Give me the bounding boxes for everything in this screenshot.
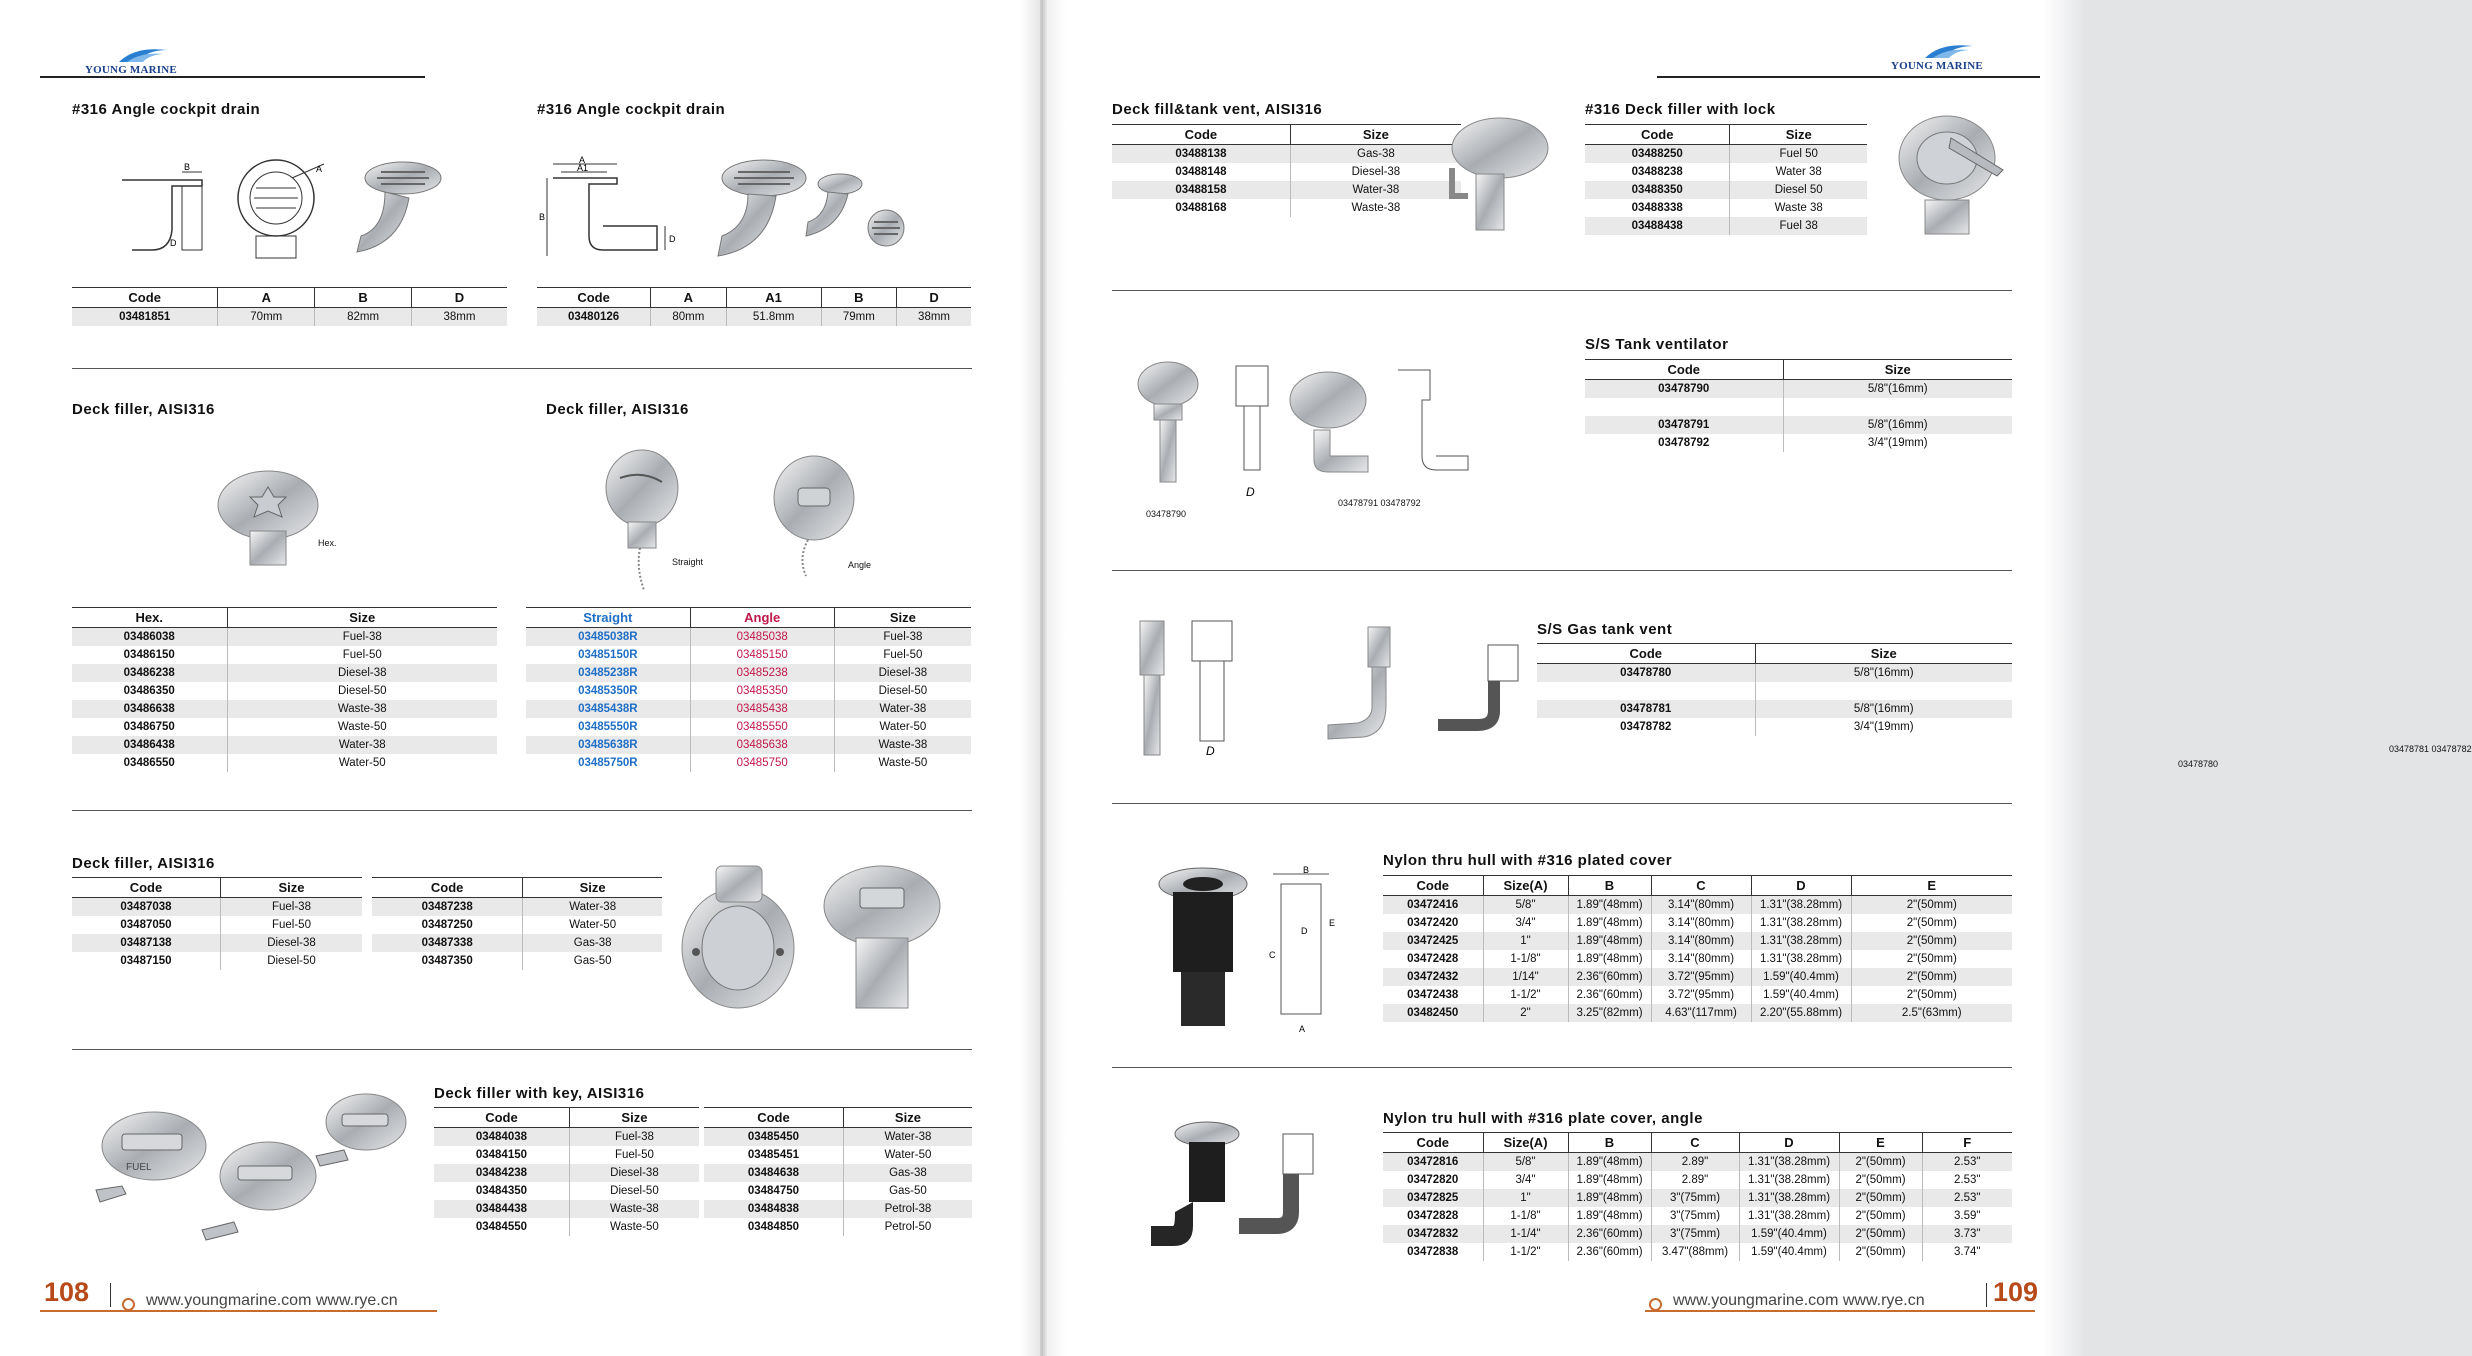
col-header: Size(A) (1483, 1133, 1568, 1153)
brand-logo (1891, 40, 2011, 76)
table-row: 03484750 Gas-50 (704, 1182, 972, 1200)
footer-url: www.youngmarine.com www.rye.cn (1673, 1292, 1925, 1309)
table-row: 03482450 2" 3.25"(82mm) 4.63"(117mm) 2.20"(55.88mm) 2.5"(63mm) (1383, 1004, 2012, 1022)
table-row: 03484038 Fuel-38 (434, 1128, 699, 1146)
product-caption: 03478791 03478792 (1338, 498, 1421, 508)
section-title: S/S Tank ventilator (1585, 336, 1729, 353)
table-row: 03486038 Fuel-38 (72, 628, 497, 646)
footer-rule (1645, 1310, 2035, 1312)
dim-label-b: B (184, 162, 191, 172)
spec-table (1383, 875, 2012, 1022)
table-row: 03488338 Waste 38 (1585, 199, 1867, 217)
drain-front-diagram (232, 158, 328, 260)
col-header: Size (1755, 644, 2012, 664)
dim-label-d: D (1301, 926, 1308, 936)
table-row: 03484550 Waste-50 (434, 1218, 699, 1236)
table-row: 03472428 1-1/8" 1.89"(48mm) 3.14"(80mm) 1.31"(38.28mm) 2"(50mm) (1383, 950, 2012, 968)
col-header: A (218, 288, 315, 308)
table-row: 03484638 Gas-38 (704, 1164, 972, 1182)
col-header: B (315, 288, 412, 308)
spec-table (72, 287, 507, 326)
col-header: Code (1537, 644, 1755, 664)
section-title: Deck fill&tank vent, AISI316 (1112, 101, 1323, 118)
drain-diagram-2 (537, 156, 687, 271)
table-row: 03486350 Diesel-50 (72, 682, 497, 700)
col-header: Size (220, 878, 362, 898)
table-row: 03485450 Water-38 (704, 1128, 972, 1146)
table-row: 03480126 80mm 51.8mm 79mm 38mm (537, 308, 971, 326)
brand-logo (85, 44, 205, 80)
table-row: 03484850 Petrol-50 (704, 1218, 972, 1236)
table-row: 03487150 Diesel-50 (72, 952, 362, 970)
table-row: 03472425 1" 1.89"(48mm) 3.14"(80mm) 1.31"(38.28mm) 2"(50mm) (1383, 932, 2012, 950)
col-header: C (1651, 876, 1751, 896)
col-header: Size(A) (1483, 876, 1568, 896)
spec-table (537, 287, 971, 326)
book-spine-shadow (1020, 0, 1066, 1356)
table-row: 03487350 Gas-50 (372, 952, 662, 970)
col-header: B (1568, 1133, 1651, 1153)
footer-divider (1986, 1283, 1987, 1307)
table-row: 03485750R 03485750 Waste-50 (526, 754, 971, 772)
table-row: 03487238 Water-38 (372, 898, 662, 916)
col-header: Code (72, 878, 220, 898)
dim-label-a: A (579, 155, 586, 165)
section-divider (1112, 803, 2012, 804)
product-caption: 03478790 (1146, 509, 1187, 519)
table-row: 03486238 Diesel-38 (72, 664, 497, 682)
col-header: A1 (726, 288, 821, 308)
table-row: 03485451 Water-50 (704, 1146, 972, 1164)
table-row (1537, 682, 2012, 700)
table-row: 03484350 Diesel-50 (434, 1182, 699, 1200)
drain-photo (345, 158, 445, 258)
dim-label-a1: A1 (577, 163, 589, 173)
table-row: 03478792 3/4"(19mm) (1585, 434, 2012, 452)
table-row: 03478781 5/8"(16mm) (1537, 700, 2012, 718)
table-row: 03472828 1-1/8" 1.89"(48mm) 3"(75mm) 1.31"(38.28mm) 2"(50mm) 3.59" (1383, 1207, 2012, 1225)
gas-vent-photo (1128, 615, 1528, 765)
col-header: Code (704, 1108, 843, 1128)
product-caption: 03478781 03478782 (2389, 744, 2472, 754)
dim-label-d: D (669, 234, 676, 244)
product-caption: Angle (848, 560, 872, 570)
col-header: Code (537, 288, 651, 308)
page-edge (2043, 0, 2083, 1356)
col-header: Code (1585, 125, 1730, 145)
deck-filler-key-photo (92, 1090, 422, 1250)
table-row: 03484238 Diesel-38 (434, 1164, 699, 1182)
col-header: Code (1383, 876, 1483, 896)
footer-rule (40, 1310, 437, 1312)
spec-table (526, 607, 971, 772)
table-row: 03487138 Diesel-38 (72, 934, 362, 952)
col-header: D (411, 288, 507, 308)
col-header: B (821, 288, 896, 308)
table-row: 03472816 5/8" 1.89"(48mm) 2.89" 1.31"(38.28mm) 2"(50mm) 2.53" (1383, 1153, 2012, 1171)
header-rule (40, 76, 425, 78)
table-row: 03472820 3/4" 1.89"(48mm) 2.89" 1.31"(38.28mm) 2"(50mm) 2.53" (1383, 1171, 2012, 1189)
tank-vent-photo (1438, 112, 1553, 237)
section-divider (72, 810, 972, 811)
deck-filler-photo-3 (676, 858, 956, 1018)
table-row: 03472432 1/14" 2.36"(60mm) 3.72"(95mm) 1.59"(40.4mm) 2"(50mm) (1383, 968, 2012, 986)
section-divider (1112, 1067, 2012, 1068)
section-title: Deck filler, AISI316 (546, 401, 689, 418)
table-row: 03472438 1-1/2" 2.36"(60mm) 3.72"(95mm) 1.59"(40.4mm) 2"(50mm) (1383, 986, 2012, 1004)
deck-filler-lock-photo (1891, 108, 2011, 238)
table-row: 03487038 Fuel-38 (72, 898, 362, 916)
table-row: 03485350R 03485350 Diesel-50 (526, 682, 971, 700)
dim-label-d: D (170, 238, 177, 248)
section-title: #316 Deck filler with lock (1585, 101, 1776, 118)
col-header: Code (72, 288, 218, 308)
product-caption: 03478780 (2178, 759, 2219, 769)
col-header: Size (1730, 125, 1867, 145)
col-header: Code (1383, 1133, 1483, 1153)
spec-table (1585, 124, 1867, 235)
col-header: Straight (526, 608, 690, 628)
spec-table (1112, 124, 1461, 217)
col-header: Size (569, 1108, 699, 1128)
dim-label-d: D (1246, 485, 1255, 499)
table-row: 03485038R 03485038 Fuel-38 (526, 628, 971, 646)
col-header: Size (1290, 125, 1461, 145)
thru-hull-angle-photo (1143, 1116, 1363, 1266)
col-header: Size (843, 1108, 972, 1128)
table-row: 03486550 Water-50 (72, 754, 497, 772)
spec-table (72, 877, 362, 970)
table-row: 03485438R 03485438 Water-38 (526, 700, 971, 718)
table-row: 03486750 Waste-50 (72, 718, 497, 736)
spec-table (72, 607, 497, 772)
deck-filler-photo (210, 465, 325, 580)
table-row: 03488250 Fuel 50 (1585, 145, 1867, 163)
col-header: D (897, 288, 971, 308)
left-page (0, 0, 1040, 1356)
spec-table (1383, 1132, 2012, 1261)
table-row: 03485550R 03485550 Water-50 (526, 718, 971, 736)
table-row: 03484838 Petrol-38 (704, 1200, 972, 1218)
table-row: 03488350 Diesel 50 (1585, 181, 1867, 199)
table-row: 03478780 5/8"(16mm) (1537, 664, 2012, 682)
dim-label-c: C (1269, 950, 1276, 960)
spec-table (434, 1107, 699, 1236)
col-header: Code (434, 1108, 569, 1128)
table-row: 03472825 1" 1.89"(48mm) 3"(75mm) 1.31"(38.28mm) 2"(50mm) 2.53" (1383, 1189, 2012, 1207)
right-page (1043, 0, 2472, 1356)
section-divider (72, 1049, 972, 1050)
fuel-stamp: FUEL (126, 1162, 152, 1173)
table-row: 03484150 Fuel-50 (434, 1146, 699, 1164)
table-row: 03478782 3/4"(19mm) (1537, 718, 2012, 736)
col-header: Code (1585, 360, 1783, 380)
dim-label-b: B (539, 212, 546, 222)
table-row: 03488168 Waste-38 (1112, 199, 1461, 217)
col-header: B (1568, 876, 1651, 896)
brand-name: YOUNG MARINE (85, 64, 177, 76)
col-header: D (1739, 1133, 1839, 1153)
table-row: 03478790 5/8"(16mm) (1585, 380, 2012, 398)
table-row: 03485638R 03485638 Waste-38 (526, 736, 971, 754)
section-title: Nylon tru hull with #316 plate cover, angle (1383, 1110, 1703, 1127)
dim-label-d: D (1206, 744, 1215, 758)
deck-filler-straight-photo (600, 448, 685, 593)
deck-filler-angle-photo (768, 448, 858, 578)
dim-label-a: A (1299, 1024, 1306, 1034)
section-title: Deck filler with key, AISI316 (434, 1085, 645, 1102)
table-row: 03488158 Water-38 (1112, 181, 1461, 199)
table-row: 03487050 Fuel-50 (72, 916, 362, 934)
section-divider (1112, 570, 2012, 571)
wave-logo-icon (117, 44, 169, 64)
table-row: 03485238R 03485238 Diesel-38 (526, 664, 971, 682)
table-row: 03472420 3/4" 1.89"(48mm) 3.14"(80mm) 1.31"(38.28mm) 2"(50mm) (1383, 914, 2012, 932)
footer-divider (110, 1283, 111, 1307)
col-header: Code (1112, 125, 1290, 145)
section-title: #316 Angle cockpit drain (537, 101, 726, 118)
col-header: A (651, 288, 726, 308)
product-caption: Straight (672, 557, 704, 567)
col-header: D (1751, 876, 1851, 896)
dim-label-b: B (1303, 865, 1310, 875)
header-rule (1657, 76, 2040, 78)
table-row: 03487338 Gas-38 (372, 934, 662, 952)
dim-label-a: A (316, 164, 323, 174)
col-header: Hex. (72, 608, 227, 628)
table-row: 03488238 Water 38 (1585, 163, 1867, 181)
table-row (1585, 398, 2012, 416)
col-header: E (1851, 876, 2012, 896)
table-row: 03478791 5/8"(16mm) (1585, 416, 2012, 434)
col-header: Size (1783, 360, 2012, 380)
col-header: Angle (690, 608, 834, 628)
table-row: 03488138 Gas-38 (1112, 145, 1461, 163)
section-title: Deck filler, AISI316 (72, 855, 215, 872)
section-title: Deck filler, AISI316 (72, 401, 215, 418)
spec-table (704, 1107, 972, 1236)
section-title: #316 Angle cockpit drain (72, 101, 261, 118)
section-title: Nylon thru hull with #316 plated cover (1383, 852, 1673, 869)
section-title: S/S Gas tank vent (1537, 621, 1673, 638)
table-row: 03487250 Water-50 (372, 916, 662, 934)
page-number: 109 (1993, 1277, 2039, 1307)
table-row: 03472832 1-1/4" 2.36"(60mm) 3"(75mm) 1.59"(40.4mm) 2"(50mm) 3.73" (1383, 1225, 2012, 1243)
spec-table (1537, 643, 2012, 736)
wave-logo-icon (1923, 40, 1975, 60)
spec-table (372, 877, 662, 970)
drain-diagram (112, 160, 222, 260)
drain-photo-2 (708, 156, 908, 276)
thru-hull-photo (1133, 862, 1373, 1037)
globe-icon (1649, 1298, 1662, 1311)
table-row: 03486438 Water-38 (72, 736, 497, 754)
section-divider (1112, 290, 2012, 291)
product-caption: Hex. (318, 538, 337, 548)
table-row: 03481851 70mm 82mm 38mm (72, 308, 507, 326)
col-header: F (1922, 1133, 2012, 1153)
col-header: C (1651, 1133, 1739, 1153)
table-row: 03488438 Fuel 38 (1585, 217, 1867, 235)
brand-name: YOUNG MARINE (1891, 60, 1983, 72)
col-header: Size (834, 608, 971, 628)
col-header: Code (372, 878, 523, 898)
table-row: 03472838 1-1/2" 2.36"(60mm) 3.47"(88mm) 1.59"(40.4mm) 2"(50mm) 3.74" (1383, 1243, 2012, 1261)
table-row: 03485150R 03485150 Fuel-50 (526, 646, 971, 664)
section-divider (72, 368, 972, 369)
table-row: 03486638 Waste-38 (72, 700, 497, 718)
table-row: 03488148 Diesel-38 (1112, 163, 1461, 181)
col-header: Size (227, 608, 497, 628)
spec-table (1585, 359, 2012, 452)
footer-url: www.youngmarine.com www.rye.cn (146, 1292, 398, 1309)
col-header: E (1839, 1133, 1922, 1153)
col-header: Size (523, 878, 662, 898)
page-number: 108 (44, 1277, 90, 1307)
table-row: 03472416 5/8" 1.89"(48mm) 3.14"(80mm) 1.31"(38.28mm) 2"(50mm) (1383, 896, 2012, 914)
table-row: 03486150 Fuel-50 (72, 646, 497, 664)
dim-label-e: E (1329, 918, 1336, 928)
table-row: 03484438 Waste-38 (434, 1200, 699, 1218)
tank-ventilator-photo (1128, 360, 1478, 500)
